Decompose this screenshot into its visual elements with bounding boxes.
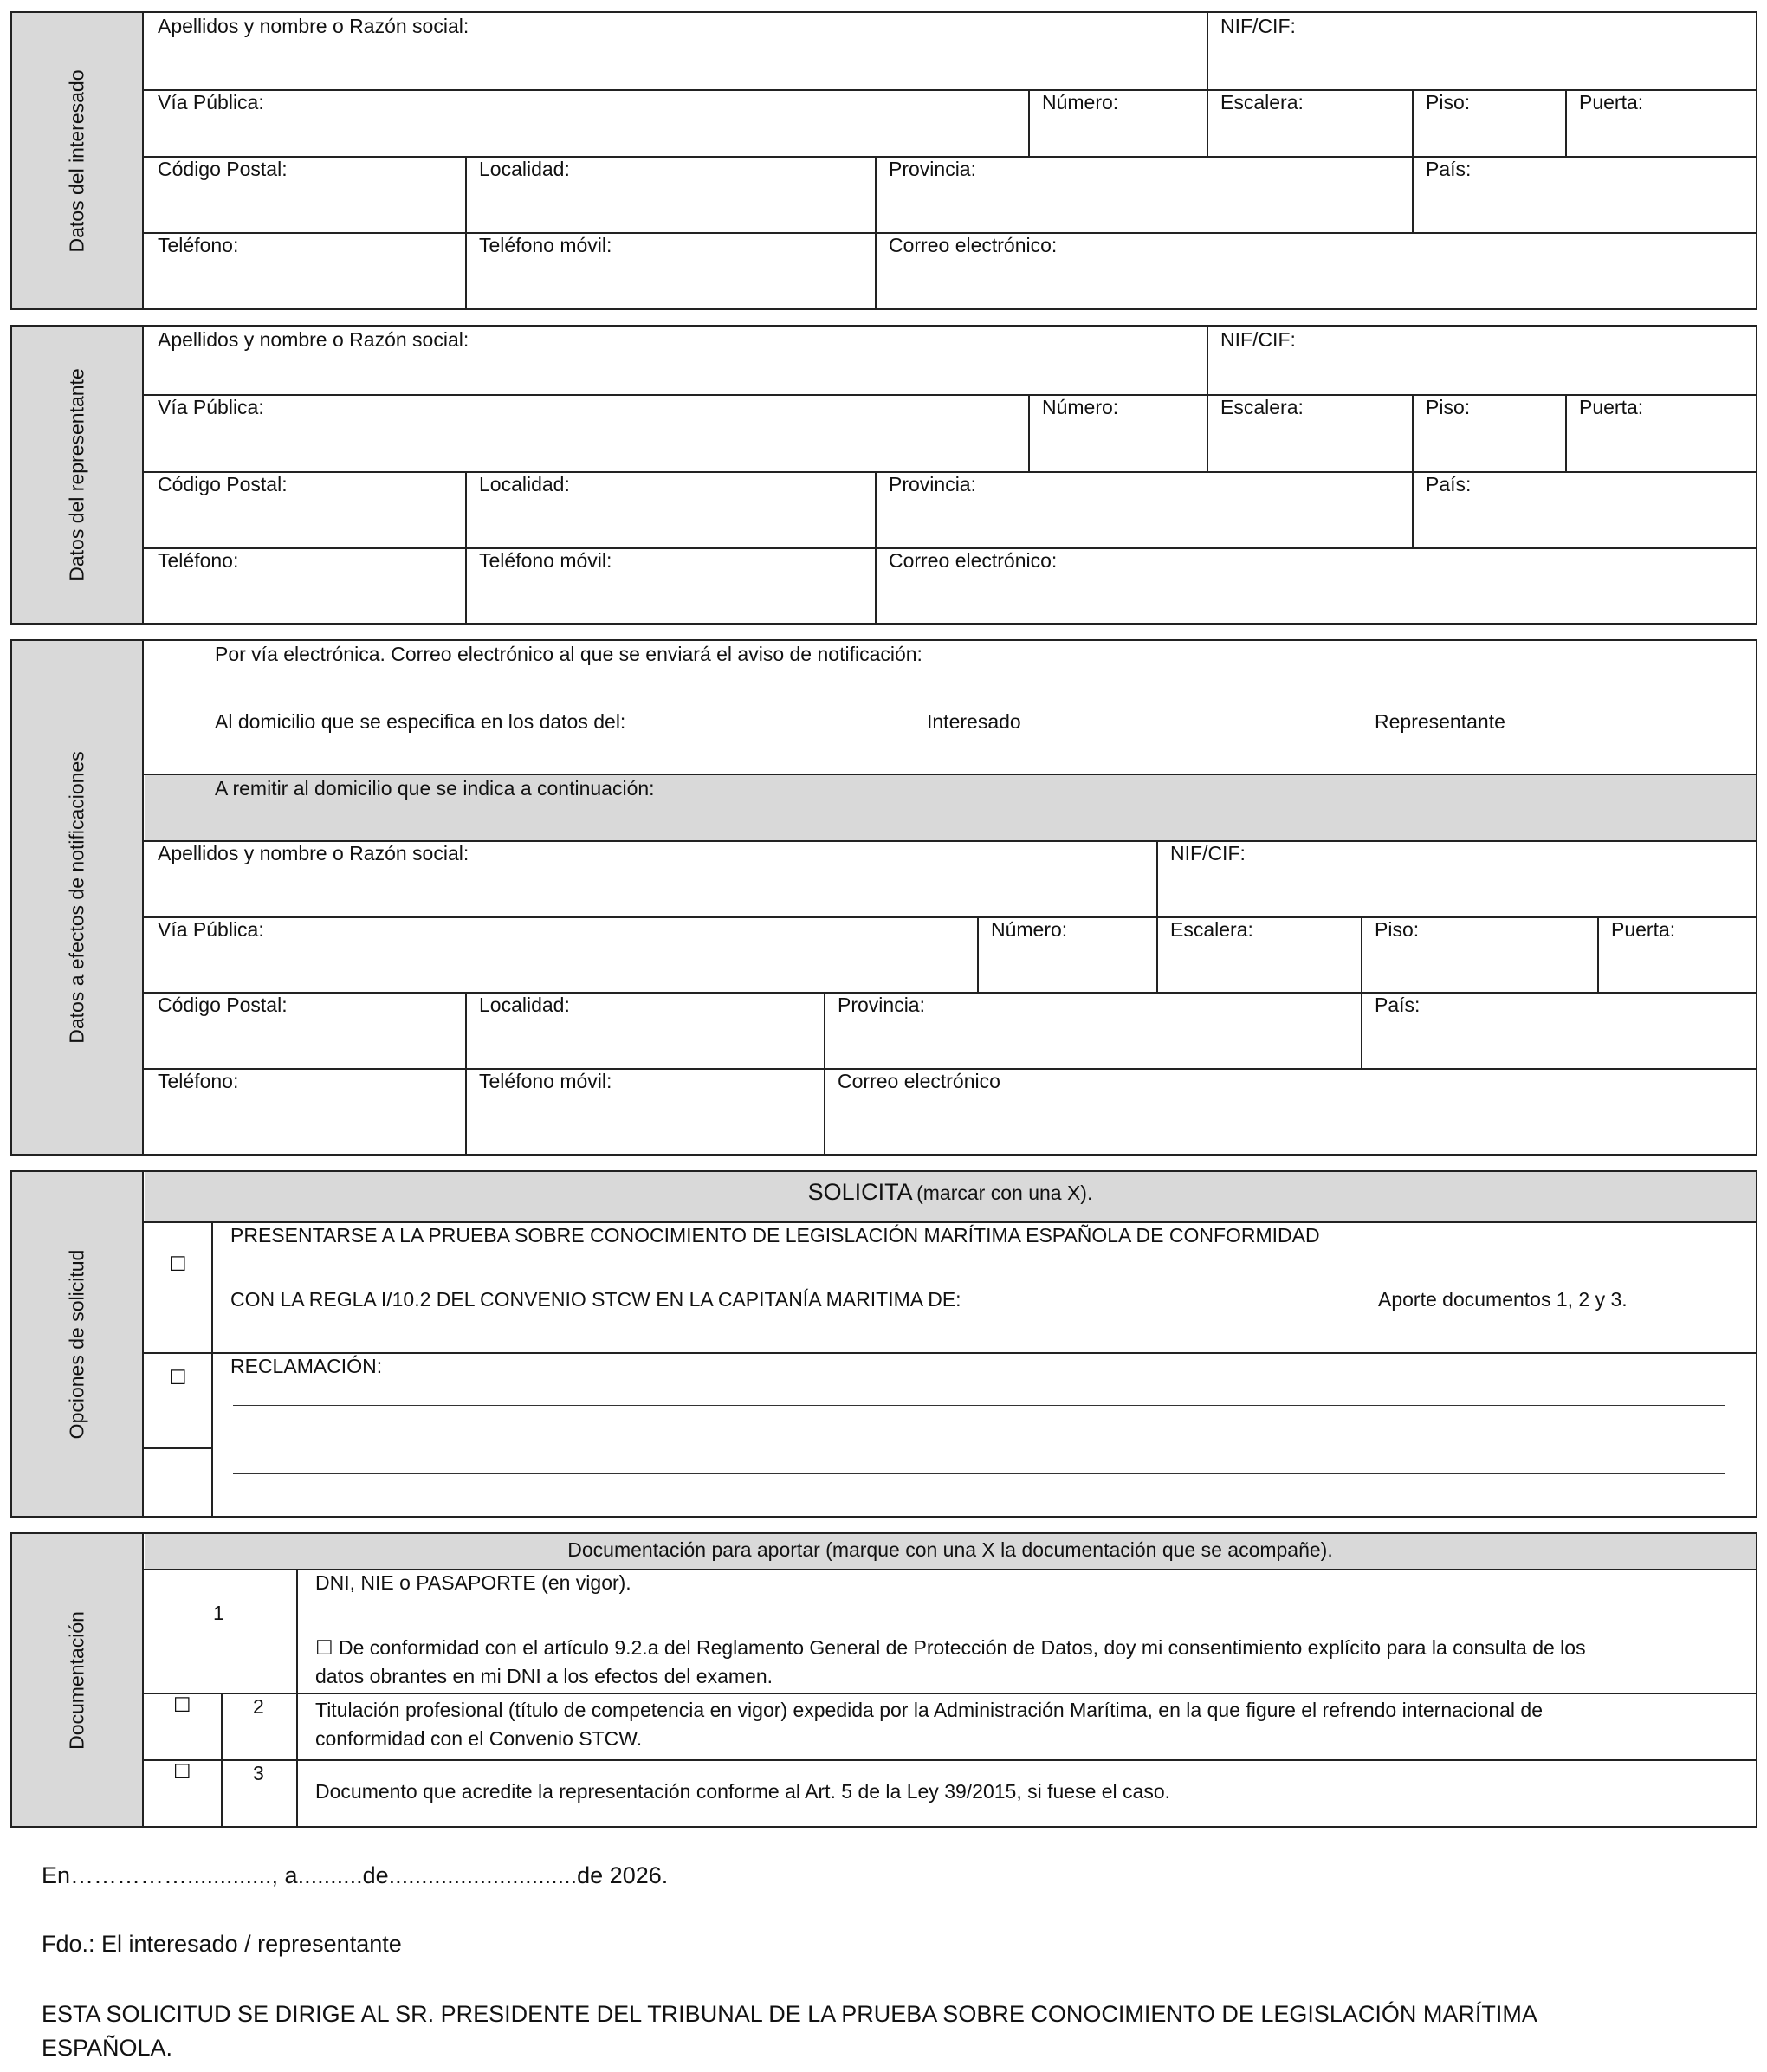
option1-checkbox[interactable]: ☐: [169, 1253, 187, 1276]
option-representante[interactable]: Representante: [1375, 710, 1505, 733]
field-nif[interactable]: NIF/CIF:: [1170, 842, 1246, 864]
field-telefono[interactable]: Teléfono:: [158, 1070, 239, 1092]
doc3-text: Documento que acredite la representación conforme al Art. 5 de la Ley 39/2015, si fuese el caso.: [315, 1780, 1171, 1803]
section-opciones-solicitud: [10, 1170, 1757, 1518]
field-telefono-movil[interactable]: Teléfono móvil:: [479, 549, 612, 572]
field-provincia[interactable]: Provincia:: [838, 994, 925, 1016]
reclamacion-line[interactable]: [233, 1405, 1725, 1406]
option-via-electronica[interactable]: Por vía electrónica. Correo electrónico al que se enviará el aviso de notificación:: [215, 643, 922, 665]
doc3-checkbox[interactable]: ☐: [173, 1761, 191, 1784]
field-pais[interactable]: País:: [1375, 994, 1421, 1016]
field-correo[interactable]: Correo electrónico:: [889, 549, 1058, 572]
field-numero[interactable]: Número:: [1042, 91, 1119, 113]
field-puerta[interactable]: Puerta:: [1579, 91, 1644, 113]
option1-text-line2: CON LA REGLA I/10.2 DEL CONVENIO STCW EN LA CAPITANÍA MARITIMA DE:: [230, 1288, 961, 1311]
field-provincia[interactable]: Provincia:: [889, 473, 976, 495]
doc3-number: 3: [253, 1762, 264, 1784]
field-escalera[interactable]: Escalera:: [1220, 396, 1304, 418]
field-provincia[interactable]: Provincia:: [889, 158, 976, 180]
section-side-label: Datos a efectos de notificaciones: [12, 641, 144, 1154]
field-telefono[interactable]: Teléfono:: [158, 549, 239, 572]
option1-text-line1: PRESENTARSE A LA PRUEBA SOBRE CONOCIMIENTO DE LEGISLACIÓN MARÍTIMA ESPAÑOLA DE CONFORMIDAD: [230, 1224, 1320, 1246]
section-side-label: Opciones de solicitud: [12, 1172, 144, 1516]
field-codigo-postal[interactable]: Código Postal:: [158, 158, 288, 180]
option-interesado[interactable]: Interesado: [927, 710, 1021, 733]
field-escalera[interactable]: Escalera:: [1170, 918, 1253, 941]
doc1-number: 1: [213, 1602, 224, 1624]
field-puerta[interactable]: Puerta:: [1611, 918, 1676, 941]
field-correo[interactable]: Correo electrónico: [838, 1070, 1000, 1092]
field-piso[interactable]: Piso:: [1375, 918, 1420, 941]
doc2-number: 2: [253, 1695, 264, 1718]
section-notificaciones: [10, 639, 1757, 1156]
section-documentacion: [10, 1532, 1757, 1828]
reclamacion-line[interactable]: [233, 1473, 1725, 1474]
field-nif[interactable]: NIF/CIF:: [1220, 328, 1296, 351]
field-pais[interactable]: País:: [1426, 473, 1472, 495]
field-via-publica[interactable]: Vía Pública:: [158, 91, 264, 113]
doc1-title: DNI, NIE o PASAPORTE (en vigor).: [315, 1571, 631, 1594]
option2-checkbox[interactable]: ☐: [169, 1367, 187, 1389]
dirigida-line2: ESPAÑOLA.: [42, 2035, 173, 2061]
field-localidad[interactable]: Localidad:: [479, 473, 570, 495]
section-datos-representante: [10, 325, 1757, 625]
solicita-header: SOLICITA (marcar con una X).: [807, 1179, 1093, 1205]
doc1-consent-line2: datos obrantes en mi DNI a los efectos del examen.: [315, 1665, 773, 1687]
field-numero[interactable]: Número:: [1042, 396, 1119, 418]
field-telefono[interactable]: Teléfono:: [158, 234, 239, 256]
field-pais[interactable]: País:: [1426, 158, 1472, 180]
dirigida-line1: ESTA SOLICITUD SE DIRIGE AL SR. PRESIDENTE DEL TRIBUNAL DE LA PRUEBA SOBRE CONOCIMIENTO DE LEGISLACIÓN MARÍTIMA: [42, 2001, 1537, 2027]
option-remitir-domicilio[interactable]: A remitir al domicilio que se indica a continuación:: [215, 777, 655, 800]
firma-line[interactable]: Fdo.: El interesado / representante: [42, 1931, 402, 1957]
field-nombre[interactable]: Apellidos y nombre o Razón social:: [158, 842, 469, 864]
field-via-publica[interactable]: Vía Pública:: [158, 396, 264, 418]
field-nombre[interactable]: Apellidos y nombre o Razón social:: [158, 15, 469, 37]
field-codigo-postal[interactable]: Código Postal:: [158, 994, 288, 1016]
field-correo[interactable]: Correo electrónico:: [889, 234, 1058, 256]
field-piso[interactable]: Piso:: [1426, 91, 1471, 113]
field-telefono-movil[interactable]: Teléfono móvil:: [479, 234, 612, 256]
option1-docs-note: Aporte documentos 1, 2 y 3.: [1378, 1288, 1628, 1311]
doc2-checkbox[interactable]: ☐: [173, 1694, 191, 1717]
doc2-text-line1: Titulación profesional (título de competencia en vigor) expedida por la Administración Marítima, en la que figure el refrendo internacional de: [315, 1699, 1543, 1721]
field-escalera[interactable]: Escalera:: [1220, 91, 1304, 113]
reclamacion-label: RECLAMACIÓN:: [230, 1355, 383, 1377]
field-numero[interactable]: Número:: [991, 918, 1068, 941]
doc2-text-line2: conformidad con el Convenio STCW.: [315, 1727, 643, 1750]
field-nombre[interactable]: Apellidos y nombre o Razón social:: [158, 328, 469, 351]
fecha-line[interactable]: En……………............., a..........de.............................de 2026.: [42, 1862, 669, 1888]
section-datos-interesado: [10, 11, 1757, 310]
section-side-label: Documentación: [12, 1534, 144, 1826]
doc1-consent-checkbox[interactable]: ☐ De conformidad con el artículo 9.2.a del Reglamento General de Protección de Datos, doy mi consentimiento explícito para la consulta de los: [315, 1636, 1586, 1659]
field-localidad[interactable]: Localidad:: [479, 994, 570, 1016]
field-localidad[interactable]: Localidad:: [479, 158, 570, 180]
option-al-domicilio: Al domicilio que se especifica en los datos del:: [215, 710, 626, 733]
field-codigo-postal[interactable]: Código Postal:: [158, 473, 288, 495]
field-telefono-movil[interactable]: Teléfono móvil:: [479, 1070, 612, 1092]
section-side-label: Datos del interesado: [12, 13, 144, 308]
documentacion-header: Documentación para aportar (marque con una X la documentación que se acompañe).: [567, 1538, 1333, 1561]
field-puerta[interactable]: Puerta:: [1579, 396, 1644, 418]
field-nif[interactable]: NIF/CIF:: [1220, 15, 1296, 37]
section-side-label: Datos del representante: [12, 327, 144, 623]
field-via-publica[interactable]: Vía Pública:: [158, 918, 264, 941]
field-piso[interactable]: Piso:: [1426, 396, 1471, 418]
